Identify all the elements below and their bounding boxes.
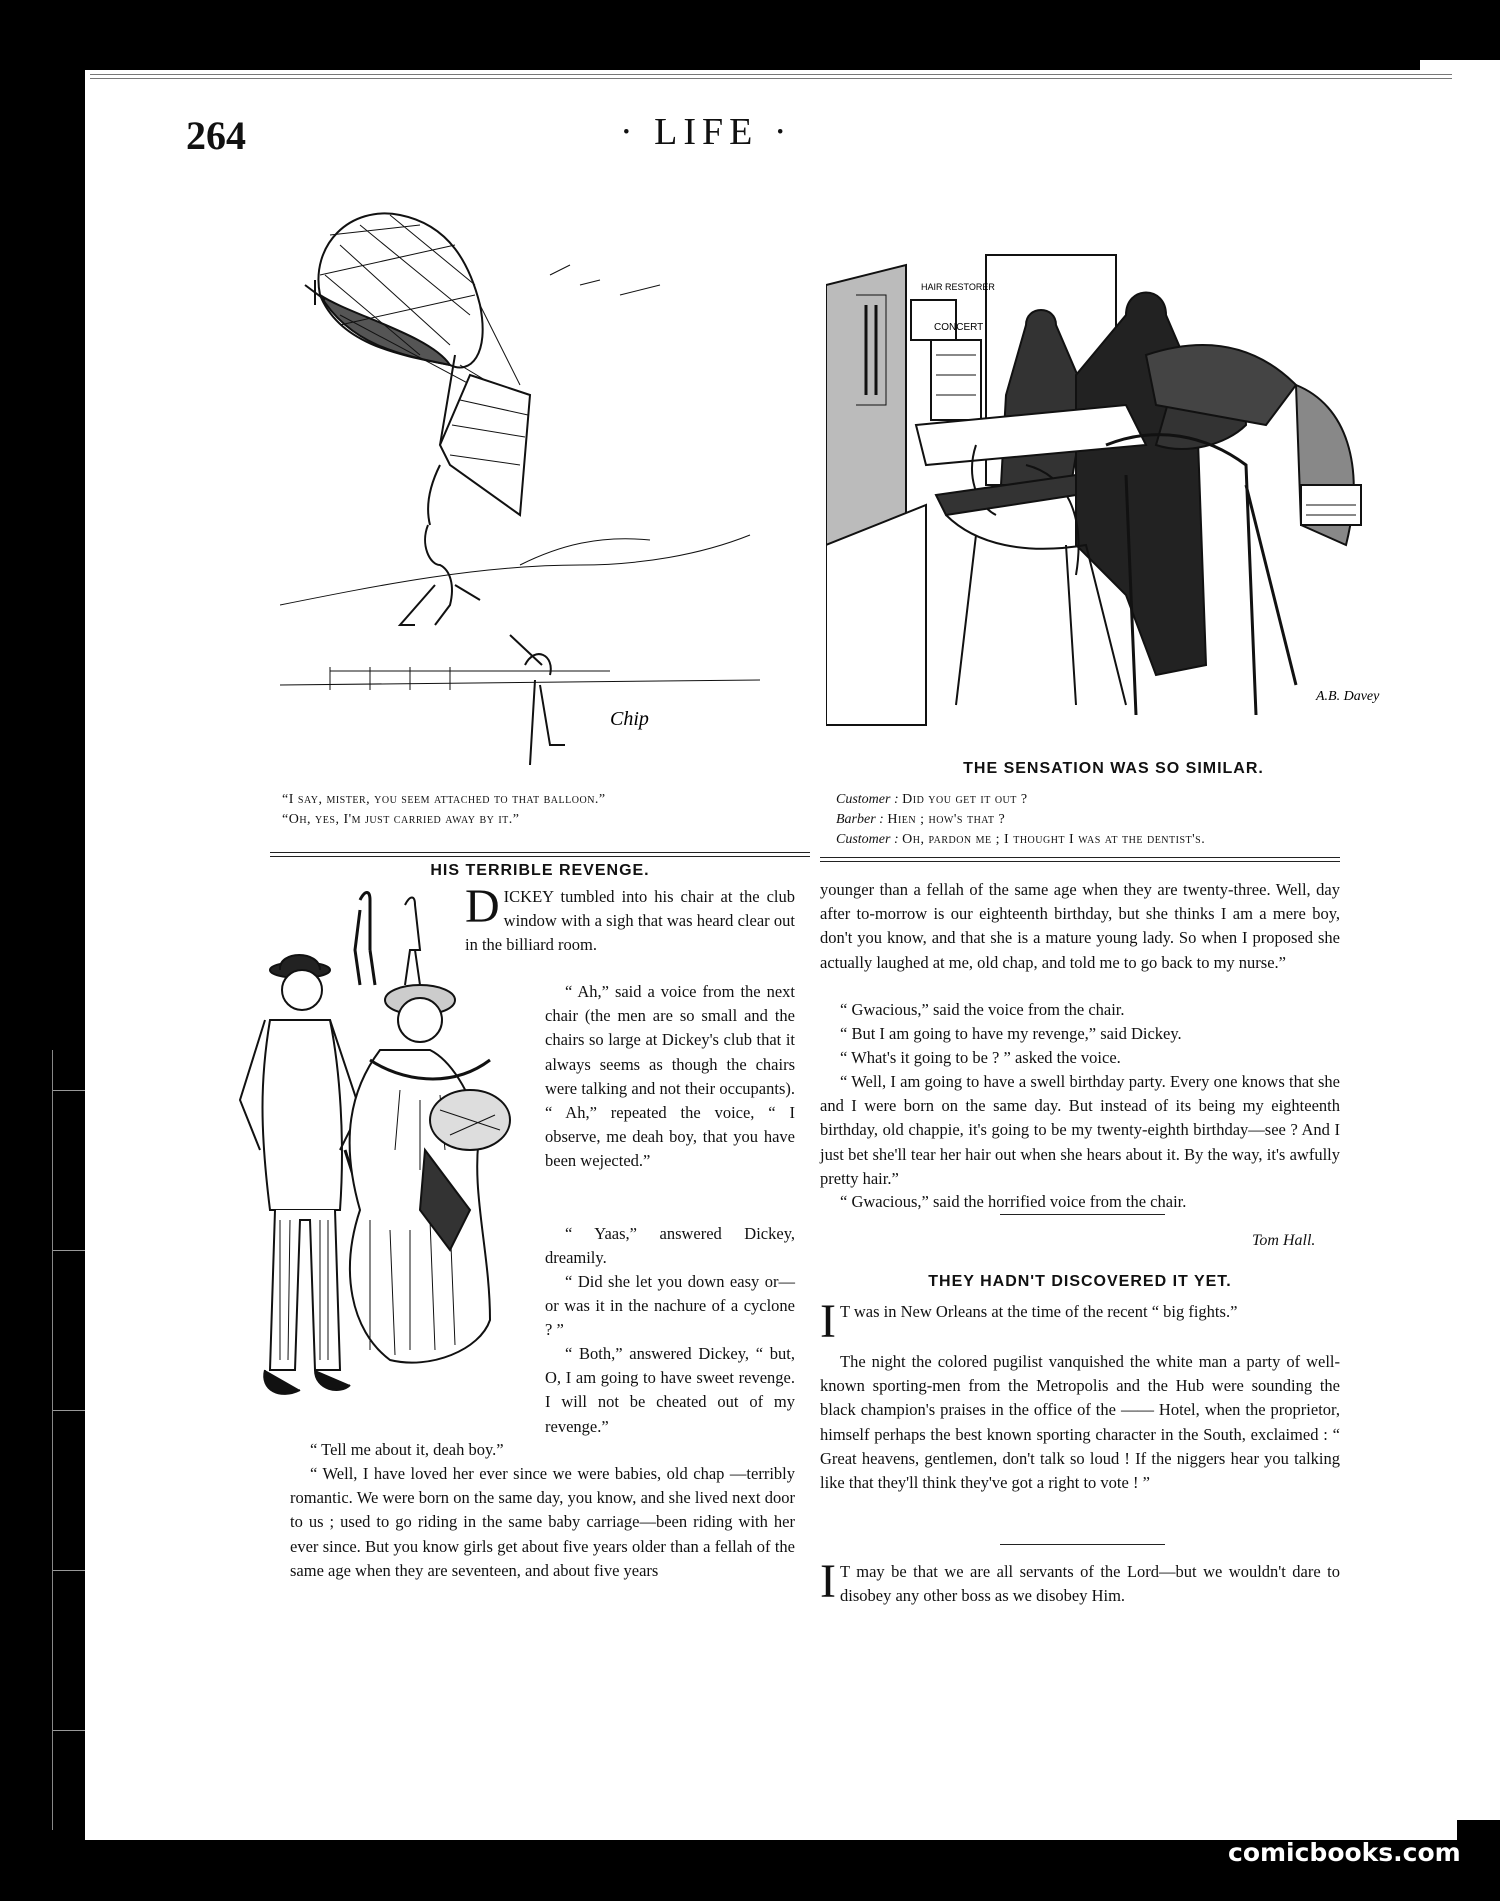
balloon-caption-line2: “Oh, yes, I'm just carried away by it.” xyxy=(282,812,520,827)
balloon-signature: Chip xyxy=(610,708,649,730)
barber-signature: A.B. Davey xyxy=(1316,689,1380,704)
story3-opening xyxy=(820,1555,1340,1608)
story2-para2: The night the colored pugilist vanquished the white man a party of well-known sporting-men from the Metropolis and the Hub were sounding the black champion's praises in the office of the —— Hotel, when the proprietor, himself perhaps the best known sporting character in the South, exclaimed : “ Great heavens, gentlemen, don't talk so loud ! If the niggers hear you talking like that they'll think they've got a right to vote ! ” xyxy=(820,1352,1340,1493)
story1-author: Tom Hall. xyxy=(1252,1232,1316,1249)
story3-para1: T may be that we are all servants of the Lord—but we wouldn't dare to disobey any other boss as we disobey Him. xyxy=(839,1562,1340,1606)
drop-cap: I xyxy=(820,1295,836,1348)
story-title: HIS TERRIBLE REVENGE. xyxy=(430,862,650,879)
story2-title: THEY HADN'T DISCOVERED IT YET. xyxy=(928,1273,1232,1290)
story-divider xyxy=(1000,1214,1165,1215)
dialogue-text: Did you get it out ? xyxy=(902,792,1028,807)
story1-para7: “ Well, I have loved her ever since we were babies, old chap —terribly romantic. We were born on the same day, you know, and she lived next door to us ; used to go riding in the same baby carriage—been riding with her ever since. But you know girls get about five years older than a fellah of the same age when they are seventeen, and about five years xyxy=(290,1464,795,1580)
site-watermark: comicbooks.com xyxy=(1228,1838,1461,1867)
dialogue-speaker: Barber : xyxy=(836,812,884,827)
page-number: 264 xyxy=(186,113,246,158)
story1-para11: “ What's it going to be ? ” asked the voice. xyxy=(840,1048,1121,1067)
hair-restorer-sign: HAIR RESTORER xyxy=(921,282,995,292)
barber-dialogue xyxy=(836,790,1406,850)
dialogue-line xyxy=(836,830,1406,850)
dialogue-text: Oh, pardon me ; I thought I was at the dentist's. xyxy=(902,832,1206,847)
dialogue-text: Hien ; how's that ? xyxy=(887,812,1006,827)
drop-cap: I xyxy=(820,1555,836,1608)
masthead: · LIFE · xyxy=(620,111,793,153)
story1-para2: “ Ah,” said a voice from the next chair (the men are so small and the chairs so large at Dickey's club that it always seems as though the chairs were talking and not their occupants). “ Ah,” repeated the voice, “ I observe, me deah boy, that you have been wejected.” xyxy=(545,982,795,1171)
story1-para13: “ Gwacious,” said the horrified voice from the chair. xyxy=(840,1192,1187,1211)
barber-cartoon xyxy=(826,245,1401,745)
story1-para1: ICKEY tumbled into his chair at the club window with a sigh that was heard clear out in the billiard room. xyxy=(465,887,795,955)
story2-para1: T was in New Orleans at the time of the recent “ big fights.” xyxy=(839,1302,1238,1321)
story1-opening xyxy=(465,880,795,958)
dialogue-speaker: Customer : xyxy=(836,792,899,807)
balloon-caption-line1: “I say, mister, you seem attached to that balloon.” xyxy=(282,792,606,807)
story1-para5: “ Both,” answered Dickey, “ but, O, I am going to have sweet revenge. I will not be cheated out of my revenge.” xyxy=(545,1344,795,1436)
drop-cap: D xyxy=(465,880,500,933)
story1-para8: younger than a fellah of the same age when they are twenty-three. Well, day after to-morrow is our eighteenth birthday, but she thinks I am a mere boy, don't you know, and that she is a mature young lady. So when I proposed she actually laughed at me, old chap, and told me to go back to my nurse.” xyxy=(820,880,1340,972)
story-divider xyxy=(1000,1544,1165,1545)
story1-para10: “ But I am going to have my revenge,” said Dickey. xyxy=(840,1024,1182,1043)
page-frame-line xyxy=(90,78,1452,79)
barber-cartoon-title: THE SENSATION WAS SO SIMILAR. xyxy=(963,760,1264,777)
dialogue-speaker: Customer : xyxy=(836,832,899,847)
story2-opening xyxy=(820,1295,1340,1348)
section-divider xyxy=(820,857,1340,862)
story1-para12: “ Well, I am going to have a swell birthday party. Every one knows that she and I were born on the same day. But instead of its being my eighteenth birthday, old chappie, it's going to be my twenty-eighth birthday—see ? And I just bet she'll tear her hair out when she hears about it. By the way, it's awfully pretty hair.” xyxy=(820,1072,1340,1188)
balloon-caption xyxy=(282,790,802,830)
dialogue-line xyxy=(836,790,1406,810)
story1-para6: “ Tell me about it, deah boy.” xyxy=(310,1440,504,1459)
story1-para4: “ Did she let you down easy or—or was it in the nachure of a cyclone ? ” xyxy=(545,1272,795,1340)
dialogue-line xyxy=(836,810,1406,830)
concert-sign: CONCERT xyxy=(934,322,984,333)
couple-illustration xyxy=(220,890,540,1420)
story1-para9: “ Gwacious,” said the voice from the chair. xyxy=(840,1000,1125,1019)
story1-para3: “ Yaas,” answered Dickey, dreamily. xyxy=(545,1224,795,1268)
balloon-cartoon xyxy=(280,205,760,780)
page-frame-line xyxy=(90,74,1452,75)
section-divider xyxy=(270,852,810,857)
